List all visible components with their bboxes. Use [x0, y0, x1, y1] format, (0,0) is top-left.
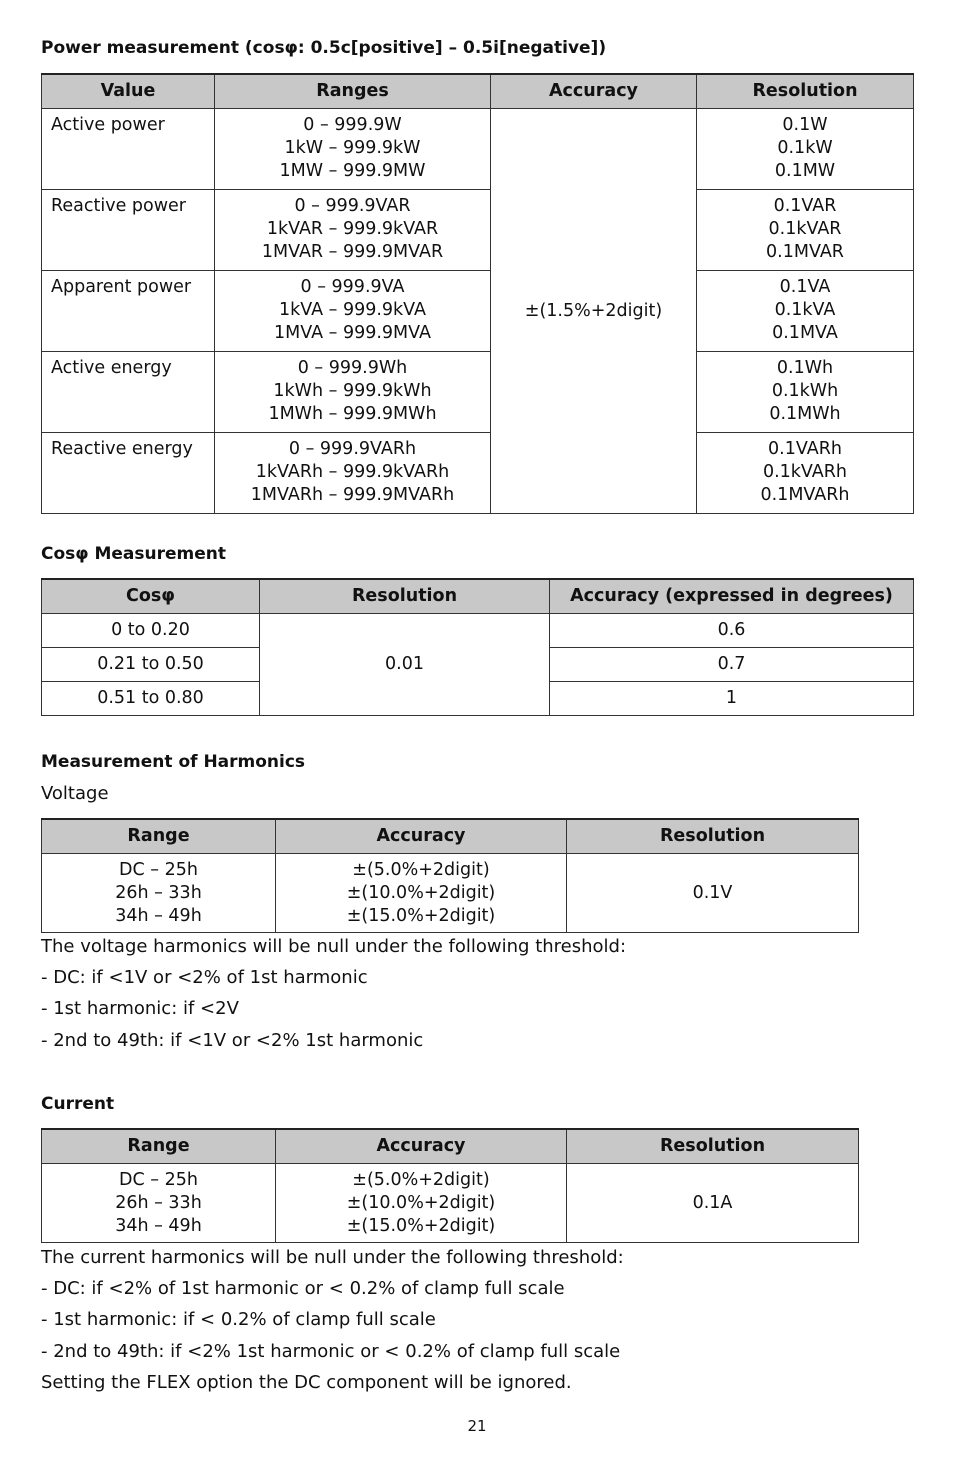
- shared-accuracy: ±(1.5%+2digit): [491, 109, 697, 514]
- table-row: [42, 854, 859, 933]
- resolution-cell: 0.1A: [567, 1164, 859, 1243]
- range-line: 26h – 33h: [115, 882, 202, 903]
- row-ranges: [215, 433, 491, 514]
- row-ranges: [215, 271, 491, 352]
- row-resolution: [697, 109, 914, 190]
- header-range: Range: [42, 819, 276, 854]
- accuracy-line: ±(5.0%+2digit): [352, 1169, 490, 1190]
- row-resolution: [697, 433, 914, 514]
- page-number: 21: [467, 1417, 487, 1435]
- resolution-line: 0.1MVA: [772, 323, 838, 343]
- resolution-line: 0.1kWh: [771, 381, 839, 401]
- accuracy-cell: [276, 1164, 567, 1243]
- note-line: The current harmonics will be null under the following threshold:: [41, 1247, 624, 1268]
- range-line: 1MW – 999.9MW: [279, 161, 426, 181]
- row-value: Active power: [42, 109, 215, 190]
- accuracy-line: ±(10.0%+2digit): [346, 882, 496, 903]
- range-line: 0 – 999.9VARh: [288, 439, 417, 459]
- resolution-line: 0.1kVARh: [762, 462, 848, 482]
- range-line: 1kVARh – 999.9kVARh: [255, 462, 450, 482]
- row-resolution: [697, 352, 914, 433]
- range-line: 1kWh – 999.9kWh: [273, 381, 432, 401]
- current-harmonics-table: [41, 1128, 859, 1243]
- range-line: 26h – 33h: [115, 1192, 202, 1213]
- resolution-line: 0.1MW: [774, 161, 836, 181]
- header-resolution: Resolution: [260, 579, 550, 614]
- resolution-line: 0.1Wh: [776, 358, 834, 378]
- resolution-line: 0.1kW: [777, 138, 833, 158]
- cos-table: [41, 578, 914, 716]
- cos-range: 0.21 to 0.50: [42, 648, 260, 682]
- header-resolution: Resolution: [567, 1129, 859, 1164]
- accuracy-line: ±(15.0%+2digit): [346, 1215, 496, 1236]
- header-accuracy: Accuracy: [276, 819, 567, 854]
- note-line: Setting the FLEX option the DC component will be ignored.: [41, 1371, 572, 1393]
- row-value: Reactive energy: [42, 433, 215, 514]
- resolution-line: 0.1MWh: [769, 404, 841, 424]
- header-accuracy: Accuracy (expressed in degrees): [550, 579, 914, 614]
- table-header-row: [42, 579, 914, 614]
- accuracy-cell: [276, 854, 567, 933]
- note-line: - 1st harmonic: if <2V: [41, 998, 239, 1020]
- header-accuracy: Accuracy: [491, 74, 697, 109]
- table-row: [42, 614, 914, 648]
- table-row: [42, 433, 914, 514]
- voltage-notes: [41, 931, 626, 1056]
- header-ranges: Ranges: [215, 74, 491, 109]
- current-notes: [41, 1242, 624, 1398]
- range-line: 1MVA – 999.9MVA: [274, 323, 431, 343]
- row-value: Reactive power: [42, 190, 215, 271]
- note-line: - 1st harmonic: if < 0.2% of clamp full scale: [41, 1309, 436, 1331]
- header-value: Value: [42, 74, 215, 109]
- current-subtitle: Current: [41, 1094, 115, 1114]
- cos-accuracy: 0.7: [550, 648, 914, 682]
- range-line: 1MVAR – 999.9MVAR: [261, 242, 444, 262]
- resolution-cell: 0.1V: [567, 854, 859, 933]
- note-line: - 2nd to 49th: if <2% 1st harmonic or < 0.2% of clamp full scale: [41, 1340, 621, 1362]
- table-row: [42, 190, 914, 271]
- cos-section-title: Cosφ Measurement: [41, 544, 227, 564]
- range-cell: [42, 854, 276, 933]
- power-section-title: Power measurement (cosφ: 0.5c[positive] – 0.5i[negative]): [41, 38, 607, 58]
- row-value: Apparent power: [42, 271, 215, 352]
- range-line: 0 – 999.9W: [303, 115, 402, 135]
- resolution-line: 0.1VAR: [773, 196, 837, 216]
- resolution-line: 0.1MVAR: [766, 242, 844, 262]
- cos-accuracy: 1: [550, 682, 914, 716]
- range-line: 1kVA – 999.9kVA: [278, 300, 427, 320]
- header-accuracy: Accuracy: [276, 1129, 567, 1164]
- range-line: 34h – 49h: [115, 905, 202, 926]
- resolution-line: 0.1VA: [779, 277, 831, 297]
- row-value: Active energy: [42, 352, 215, 433]
- range-line: 0 – 999.9Wh: [297, 358, 408, 378]
- table-row: [42, 271, 914, 352]
- table-header-row: [42, 74, 914, 109]
- note-line: The voltage harmonics will be null under the following threshold:: [41, 936, 627, 957]
- table-header-row: [42, 819, 859, 854]
- range-line: 0 – 999.9VA: [300, 277, 405, 297]
- table-row: [42, 352, 914, 433]
- table-row: [42, 1164, 859, 1243]
- cos-range: 0.51 to 0.80: [42, 682, 260, 716]
- resolution-line: 0.1W: [782, 115, 828, 135]
- voltage-subtitle: Voltage: [41, 783, 109, 804]
- range-line: 1kW – 999.9kW: [284, 138, 421, 158]
- header-resolution: Resolution: [697, 74, 914, 109]
- resolution-line: 0.1MVARh: [760, 485, 850, 505]
- row-resolution: [697, 271, 914, 352]
- row-ranges: [215, 352, 491, 433]
- note-line: - DC: if <1V or <2% of 1st harmonic: [41, 967, 368, 989]
- shared-resolution: 0.01: [260, 614, 550, 716]
- table-row: [42, 109, 914, 190]
- range-line: 34h – 49h: [115, 1215, 202, 1236]
- note-line: - DC: if <2% of 1st harmonic or < 0.2% of clamp full scale: [41, 1278, 565, 1300]
- power-table: [41, 73, 914, 514]
- row-ranges: [215, 190, 491, 271]
- accuracy-line: ±(10.0%+2digit): [346, 1192, 496, 1213]
- range-line: DC – 25h: [119, 1169, 198, 1190]
- harmonics-section-title: Measurement of Harmonics: [41, 752, 306, 772]
- header-resolution: Resolution: [567, 819, 859, 854]
- resolution-line: 0.1kVA: [774, 300, 836, 320]
- header-cos: Cosφ: [42, 579, 260, 614]
- range-cell: [42, 1164, 276, 1243]
- voltage-harmonics-table: [41, 818, 859, 933]
- row-ranges: [215, 109, 491, 190]
- header-range: Range: [42, 1129, 276, 1164]
- accuracy-line: ±(5.0%+2digit): [352, 859, 490, 880]
- row-resolution: [697, 190, 914, 271]
- range-line: 1kVAR – 999.9kVAR: [266, 219, 439, 239]
- accuracy-line: ±(15.0%+2digit): [346, 905, 496, 926]
- note-line: - 2nd to 49th: if <1V or <2% 1st harmonic: [41, 1029, 424, 1051]
- table-header-row: [42, 1129, 859, 1164]
- range-line: 1MVARh – 999.9MVARh: [250, 485, 455, 505]
- resolution-line: 0.1VARh: [768, 439, 842, 459]
- resolution-line: 0.1kVAR: [768, 219, 842, 239]
- cos-accuracy: 0.6: [550, 614, 914, 648]
- cos-range: 0 to 0.20: [42, 614, 260, 648]
- range-line: 0 – 999.9VAR: [294, 196, 411, 216]
- range-line: 1MWh – 999.9MWh: [268, 404, 437, 424]
- range-line: DC – 25h: [119, 859, 198, 880]
